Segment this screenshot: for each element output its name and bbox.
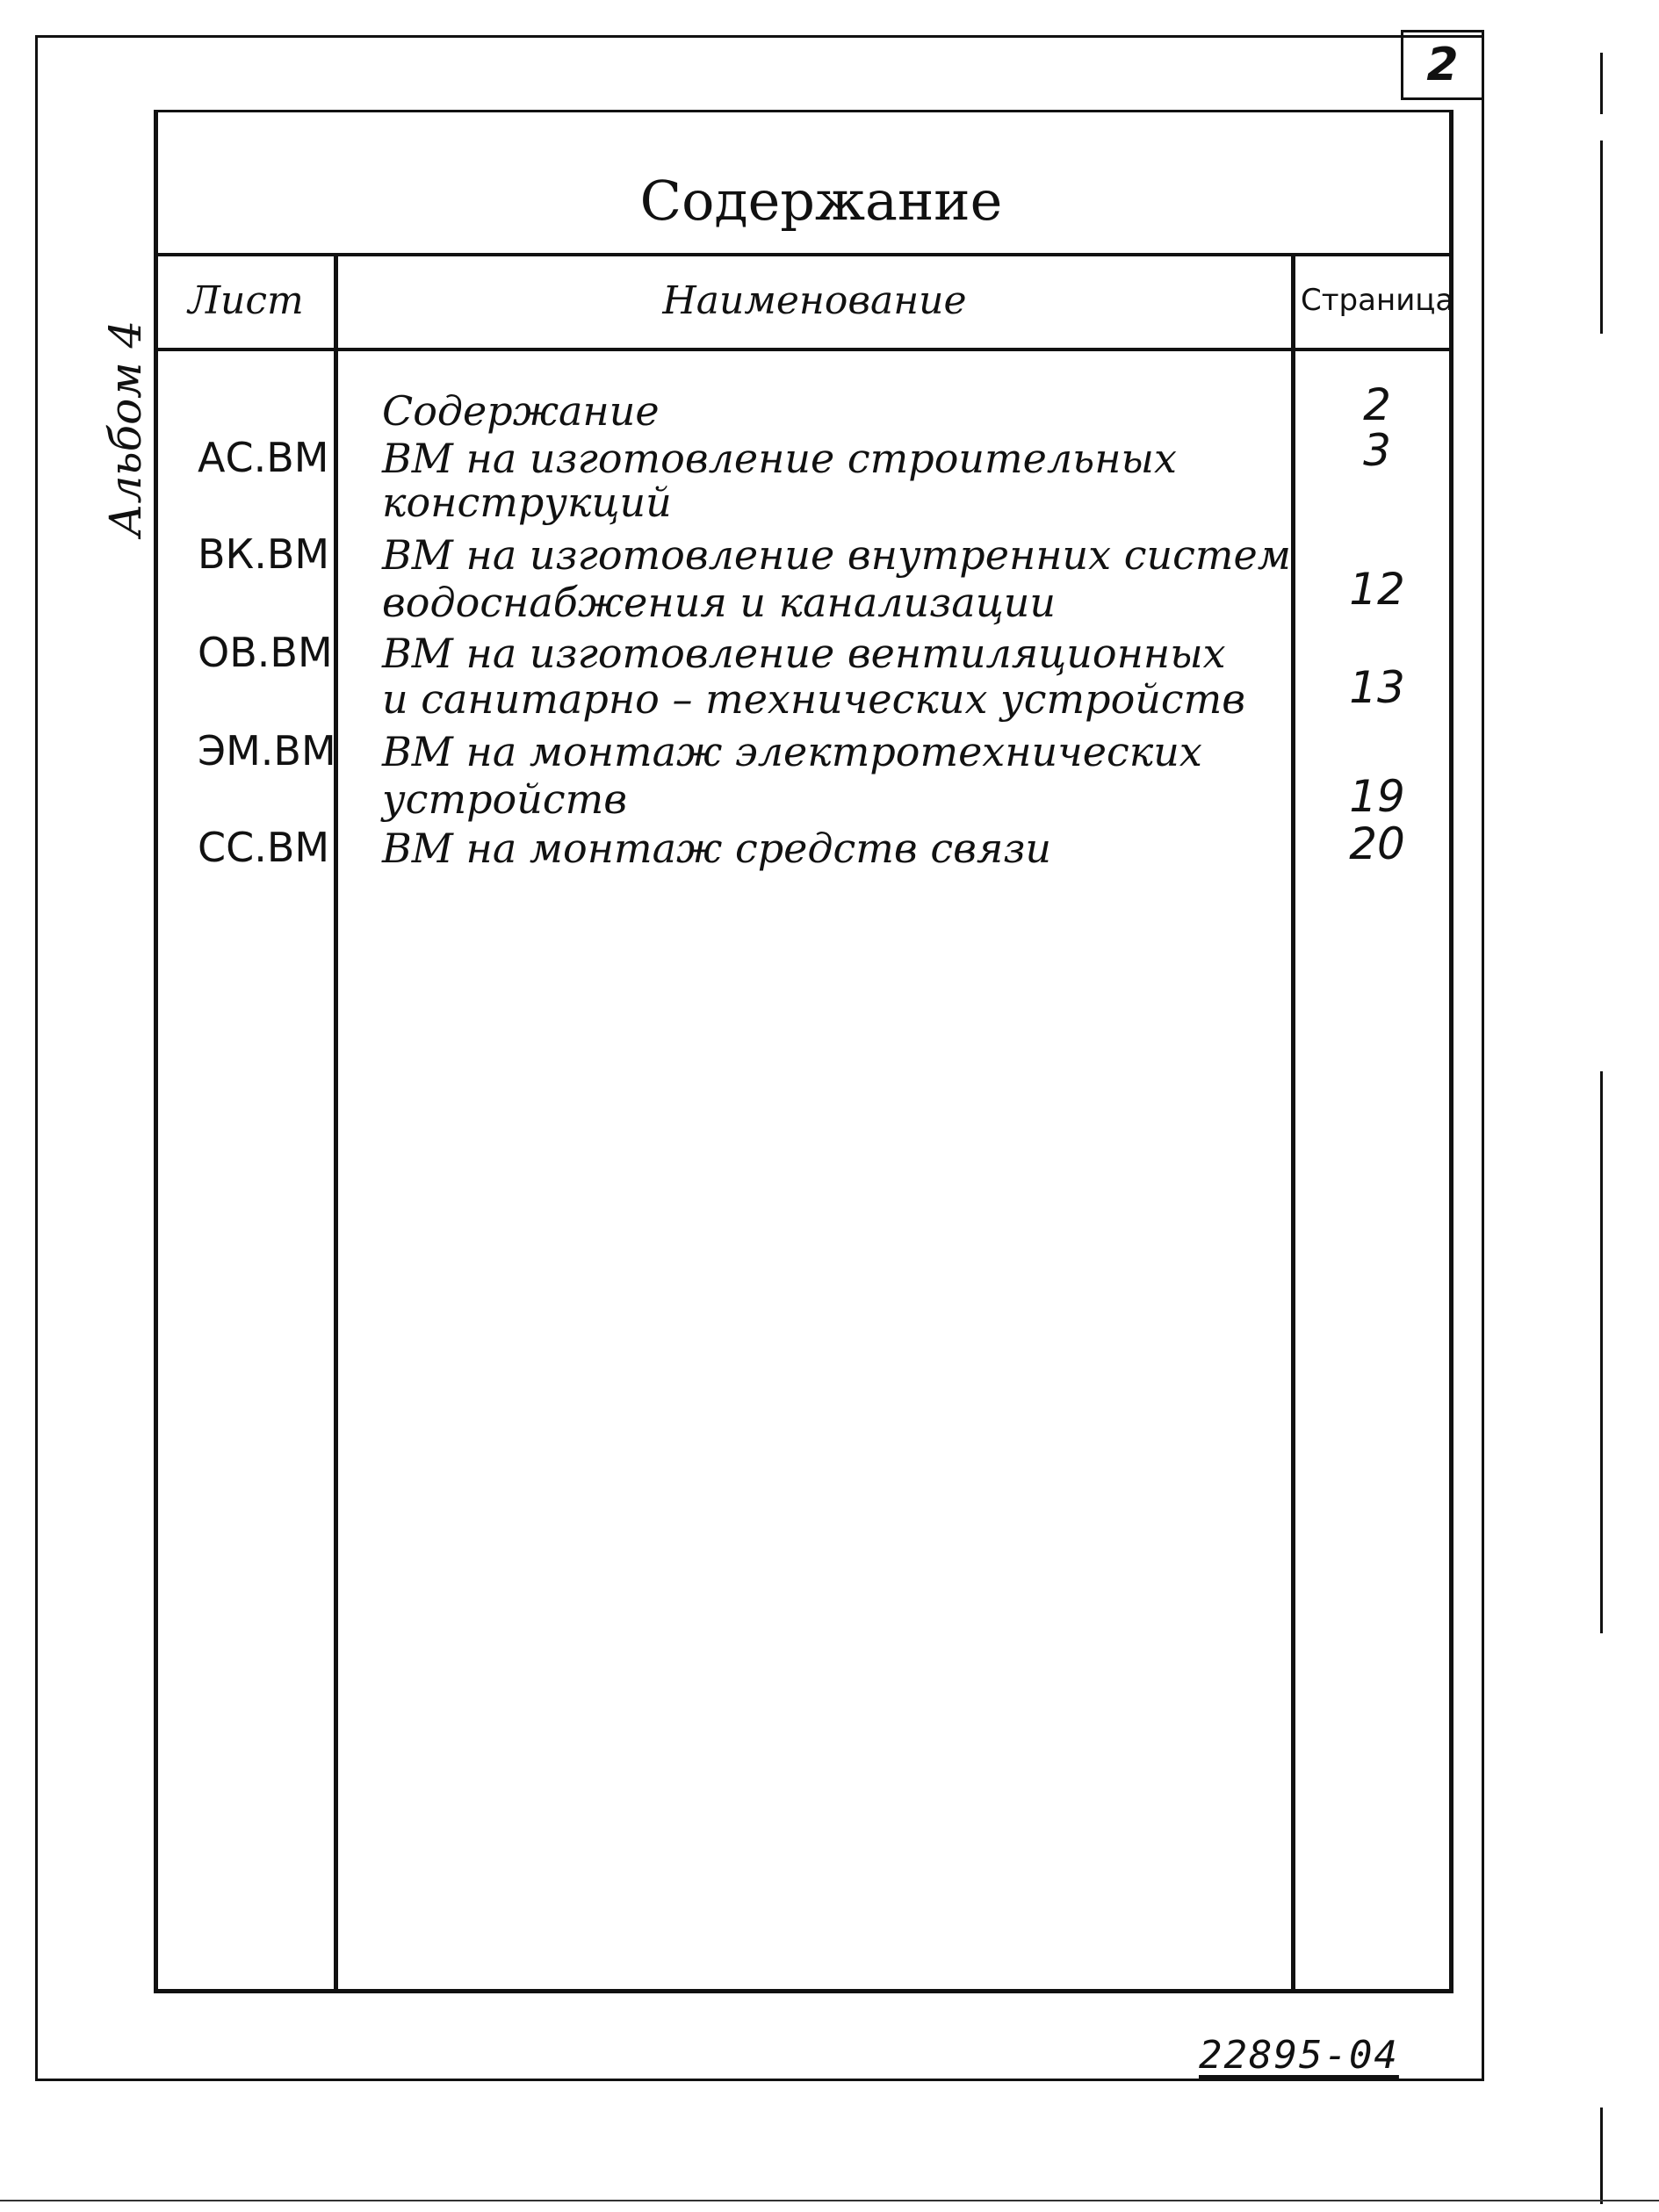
entry-name-line: ВМ на изготовление внутренних систем [382, 531, 1291, 579]
scan-bottom-edge [0, 2200, 1659, 2201]
entry-code: АС.ВМ [198, 434, 329, 481]
entry-page: 19 [1349, 771, 1405, 822]
entry-code: ВК.ВМ [198, 530, 330, 578]
contents-table [154, 110, 1453, 1993]
scan-edge-mark [1600, 53, 1603, 114]
column-divider-page [1291, 253, 1295, 1989]
entry-code: ОВ.ВМ [198, 629, 333, 676]
page-number: 2 [1401, 30, 1484, 100]
column-divider-sheet [334, 253, 338, 1989]
entry-name-line: ВМ на изготовление вентиляционных [382, 630, 1226, 677]
entry-name-line: ВМ на изготовление строительных [382, 435, 1177, 482]
title-row [158, 112, 1449, 256]
document-number: 22895-04 [1199, 2033, 1399, 2078]
entry-page: 3 [1363, 425, 1391, 476]
entry-name-line: ВМ на монтаж электротехнических [382, 728, 1202, 775]
scan-edge-mark [1600, 2108, 1603, 2204]
header-page: Страница [1301, 283, 1454, 318]
entry-code: ЭМ.ВМ [198, 727, 336, 775]
scan-edge-mark [1600, 1071, 1603, 1633]
album-label: Альбом 4 [100, 320, 151, 537]
entry-name-line: устройств [382, 775, 627, 823]
entry-name-line: конструкций [382, 479, 672, 526]
entry-code: СС.ВМ [198, 824, 330, 871]
entry-name-line: водоснабжения и канализации [382, 579, 1057, 626]
entry-name-line: Содержание [382, 387, 660, 435]
page-title: Содержание [639, 168, 1003, 233]
entry-page: 13 [1349, 662, 1405, 713]
scan-edge-mark [1600, 141, 1603, 334]
entry-name-line: и санитарно – технических устройств [382, 675, 1246, 723]
header-name: Наименование [662, 277, 967, 323]
entry-name-line: ВМ на монтаж средств связи [382, 825, 1052, 872]
header-divider [158, 348, 1449, 351]
entry-page: 12 [1349, 564, 1405, 615]
entry-page: 20 [1349, 818, 1405, 869]
entry-page: 2 [1363, 379, 1391, 430]
header-sheet: Лист [188, 277, 304, 323]
